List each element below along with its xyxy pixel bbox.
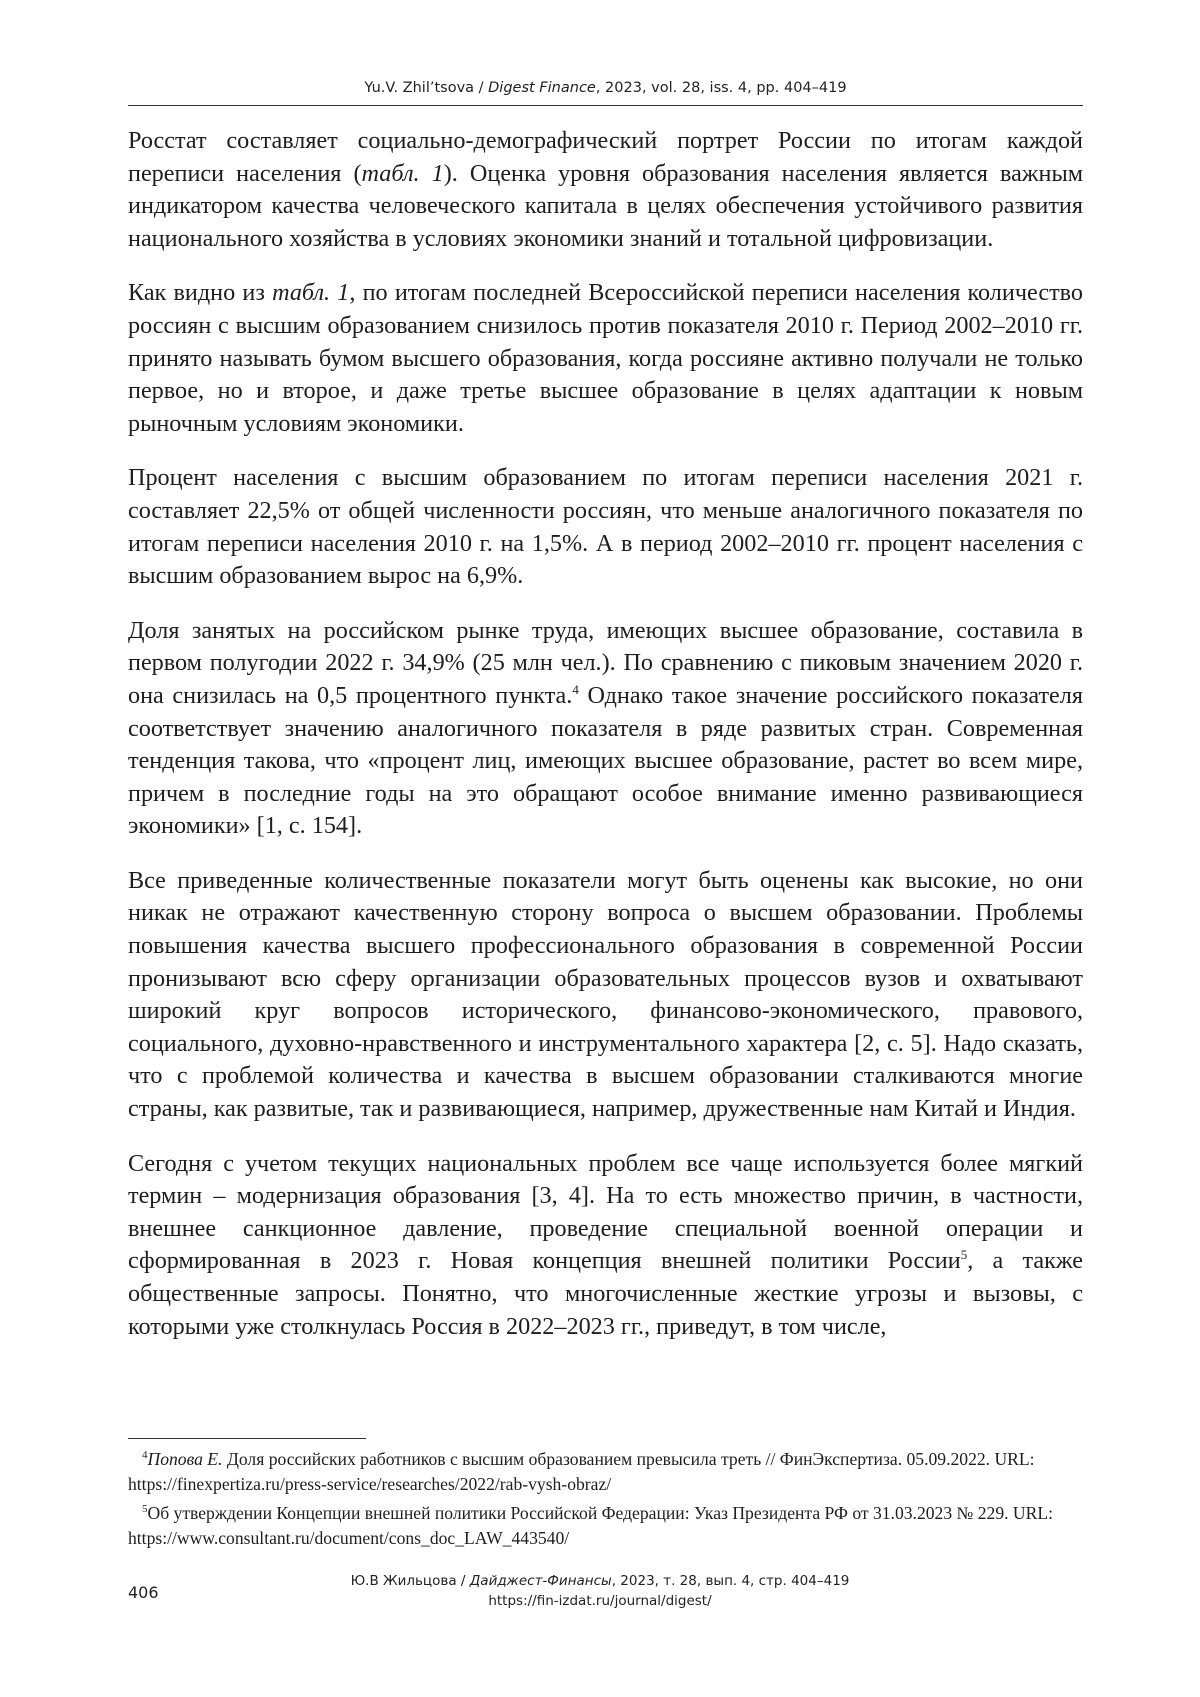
paragraph-text: Как видно из [128, 279, 273, 307]
article-body [128, 125, 1083, 1365]
paragraph-5: Все приведенные количественные показатели могут быть оценены как высокие, но они никак не отражают качественную сторону вопроса о высшем образовании. Проблемы повышения качества высшего профессионального образования в современной России пронизывают всю сферу организации образовательных процессов вузов и охватывают широкий круг вопросов исторического, финансово-экономического, правового, социального, духовно-нравственного и инструментального характера [2, с. 5]. Надо сказать, что с проблемой количества и качества в высшем образовании сталкиваются многие страны, как развитые, так и развивающиеся, например, дружественные нам Китай и Индия. [128, 866, 1083, 1123]
paragraph-6 [128, 1148, 1083, 1344]
footnote-divider [128, 1438, 366, 1439]
paragraph-text: ). Оценка уровня образования населения является важным индикатором качества человеческого капитала в целях обеспечения устойчивого развития национального хозяйства в условиях экономики знаний и тотальной цифровизации. [128, 159, 1084, 252]
footnote-author: Попова Е. [147, 1449, 223, 1469]
paragraph-2 [128, 277, 1083, 440]
footer-citation [300, 1571, 900, 1591]
footnote-text: Доля российских работников с высшим образованием превысила треть // ФинЭкспертиза. 05.09.2022. URL: https://finexpertiza.ru/press-service/researches/2022/rab-vysh-obraz/ [128, 1449, 1035, 1494]
footer-journal: Дайджест-Финансы [469, 1573, 612, 1589]
table-reference: табл. 1 [272, 279, 350, 307]
footer-details: , 2023, т. 28, вып. 4, стр. 404–419 [611, 1573, 850, 1589]
paragraph-4 [128, 615, 1083, 843]
footer-authors: Ю.В Жильцова / [350, 1573, 470, 1589]
page-number: 406 [128, 1583, 159, 1602]
paragraph-text: , а также общественные запросы. Понятно, что многочисленные жесткие угрозы и вызовы, с которыми уже столкнулась Россия в 2022–2023 гг., приведут, в том числе, [128, 1247, 1083, 1340]
header-divider [128, 105, 1083, 106]
paragraph-1 [128, 125, 1083, 255]
header-journal: Digest Finance [488, 80, 596, 96]
paragraph-3: Процент населения с высшим образованием по итогам переписи населения 2021 г. составляет 22,5% от общей численности россиян, что меньше аналогичного показателя по итогам переписи населения 2010 г. на 1,5%. А в период 2002–2010 гг. процент населения с высшим образованием вырос на 6,9%. [128, 464, 1083, 590]
table-reference: табл. 1 [361, 159, 444, 187]
footnote-4 [128, 1447, 1083, 1497]
paragraph-text: , по итогам последней Всероссийской переписи населения количество россиян с высшим образованием снизилось против показателя 2010 г. Период 2002–2010 гг. принято называть бумом высшего образования, когда россияне активно получали не только первое, но и второе, и даже третье высшее образование в целях адаптации к новым рыночным условиям экономики. [128, 279, 1083, 437]
paragraph-text: Росстат составляет социально-демографический портрет России по итогам каждой переписи населения ( [128, 127, 1083, 187]
footnote-number: 5 [142, 1503, 148, 1516]
footnote-text: Об утверждении Концепции внешней политики Российской Федерации: Указ Президента РФ от 31.03.2023 № 229. URL: https://www.consultant.ru/document/cons_doc_LAW_443540/ [128, 1503, 1053, 1548]
header-authors: Yu.V. Zhil’tsova / [364, 80, 489, 96]
footnote-marker: 4 [572, 681, 579, 697]
paragraph-text: Однако такое значение российского показателя соответствует значению аналогичного показателя в ряде развитых стран. Современная тенденция такова, что «процент лиц, имеющих высшее образование, растет во всем мире, причем в последние годы на это обращают особое внимание именно развивающиеся экономики» [1, с. 154]. [128, 681, 1083, 840]
footnote-5 [128, 1501, 1083, 1551]
running-header [128, 80, 1083, 96]
paragraph-text: Доля занятых на российском рынке труда, имеющих высшее образование, составила в первом полугодии 2022 г. 34,9% (25 млн чел.). По сравнению с пиковым значением 2020 г. она снизилась на 0,5 процентного пункта. [128, 616, 1083, 709]
footnote-marker: 5 [960, 1247, 968, 1263]
running-footer [300, 1571, 900, 1611]
paragraph-text: Сегодня с учетом текущих национальных проблем все чаще используется более мягкий термин – модернизация образования [3, 4]. На то есть множество причин, в частности, внешнее санкционное давление, проведение специальной военной операции и сформированная в 2023 г. Новая концепция внешней политики России [128, 1149, 1083, 1275]
footer-url: https://fin-izdat.ru/journal/digest/ [488, 1593, 712, 1609]
footnote-number: 4 [142, 1449, 148, 1462]
footnotes [128, 1447, 1083, 1555]
header-details: , 2023, vol. 28, iss. 4, pp. 404–419 [595, 80, 847, 96]
